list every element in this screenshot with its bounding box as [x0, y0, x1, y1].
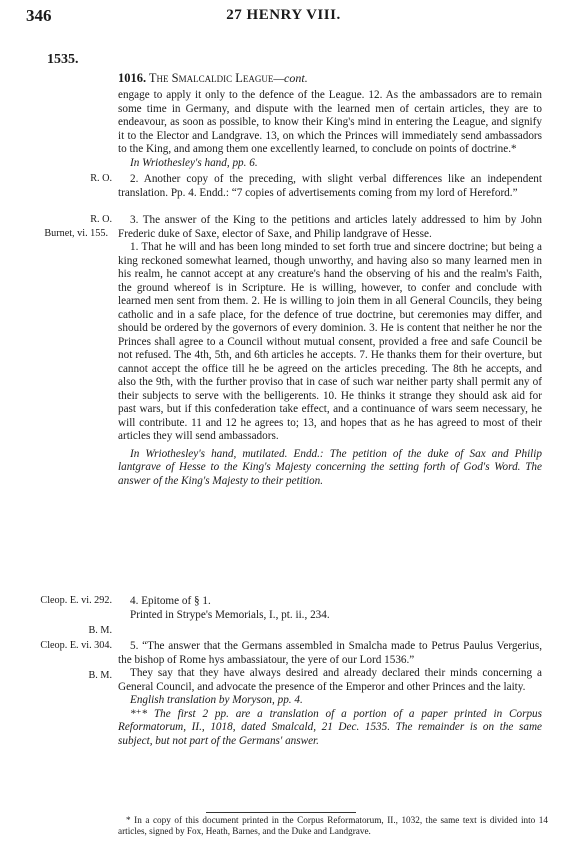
- margin-ref-5b: B. M.: [88, 670, 112, 681]
- item-4: [118, 595, 542, 622]
- item-3-note: In Wriothesley's hand, mutilated. Endd.: The petition of the duke of Sax and Philip lantgrave of Hesse to the King's Majesty concerning the setting forth of God's Word. The answer of the King's Majesty to their petition.: [118, 447, 542, 487]
- entry-title: The Smalcaldic League: [148, 71, 274, 85]
- item-2: [118, 173, 542, 200]
- margin-ref-4b: B. M.: [88, 625, 112, 636]
- year-label: 1535.: [47, 52, 79, 67]
- margin-ref-4a: Cleop. E. vi. 292.: [40, 595, 112, 606]
- entry-number: 1016.: [118, 71, 147, 85]
- intro-paragraph: [118, 89, 542, 170]
- item-3-body: 1. That he will and has been long minded to set forth true and sincere doctrine; but being a king reckoned somewhat learned, though unworthy, and having also so many learned men in his realm, he cannot accept at any creature's hand the observing of his and the realm's Faith, the ground whereof is in Scripture. He is willing, however, to confer and conclude with learned men sent from them. 2. He is willing to join them in all General Councils, they being catholic and in a safe place, for the defence of true doctrine, but ceremonies may differ, and should be ordered by the governors of every dominion. 3. He is content that neither he nor the Princes shall agree to a Council without mutual consent, provided a free and safe Council be not refused. The 4th, 5th, and 6th articles he accepts. 7. He thanks them for their overture, but cannot accept the office till he be agreed on the articles preceding. The 8th he accepts, and also the 9th, with the further proviso that in case of such war neither party shall permit any of their subjects to serve with the belligerents. 10. He thinks it strange they should ask aid for past wars, but if this confederation take effect, and a continuance of wars seem necessary, he will contribute. 11 and 12 he agrees to; 13, and hopes that as he has agreed to most of their articles they will send ambassadors.: [118, 241, 542, 442]
- running-head: 27 HENRY VIII.: [226, 7, 341, 23]
- margin-ref-3b: Burnet, vi. 155.: [44, 228, 108, 239]
- margin-ref-2: R. O.: [90, 173, 112, 184]
- intro-text: engage to apply it only to the defence of the League. 12. As the ambassadors are to remain some time in Germany, and dispute with the learned men of certain articles, they are to endeavour, as soon as possible, to know their King's mind in entering the League, and signify it to the Elector and Landgrave. 13, on which the Princes will immediately send ambassadors to the King, and among them one excellently learned, to conclude on points of doctrine.*: [118, 89, 542, 155]
- item-3: [118, 214, 542, 488]
- item-4-text: 4. Epitome of § 1.: [130, 595, 211, 607]
- margin-ref-3a: R. O.: [90, 214, 112, 225]
- intro-note: In Wriothesley's hand, pp. 6.: [130, 156, 258, 169]
- entry-heading: [118, 72, 542, 87]
- item-2-text: 2. Another copy of the preceding, with slight verbal differences like an independent translation. Pp. 4. Endd.: “7 copies of advertisements coming from my lord of Hereford.”: [118, 173, 542, 199]
- page-number: 346: [26, 6, 52, 25]
- item-4-print: Printed in Strype's Memorials, I., pt. ii., 234.: [130, 608, 330, 621]
- footnote-rule: [206, 812, 356, 813]
- item-3-text: 3. The answer of the King to the petitions and articles lately addressed to him by John Frederic duke of Saxe, elector of Saxe, and Philip landgrave of Hesse.: [118, 214, 542, 240]
- item-5: [118, 640, 542, 748]
- margin-ref-5a: Cleop. E. vi. 304.: [40, 640, 112, 651]
- item-5-editorial: *⁺* The first 2 pp. are a translation of a portion of a paper printed in Corpus Reformatorum, II., 1018, dated Smalcald, 21 Dec. 1535. The remainder is on the same subject, but not part of the Germans' answer.: [118, 707, 542, 747]
- item-5-note: English translation by Moryson, pp. 4.: [130, 694, 303, 706]
- item-5-text: 5. “The answer that the Germans assembled in Smalcha made to Petrus Paulus Vergerius, the bishop of Rome hys ambassiatour, the yere of our Lord 1536.”: [118, 640, 542, 666]
- footnote: * In a copy of this document printed in the Corpus Reformatorum, II., 1032, the same text is divided into 14 articles, signed by Fox, Heath, Barnes, and the Duke and Landgrave.: [118, 815, 548, 836]
- entry-title-suffix: —cont.: [273, 71, 308, 85]
- item-5-summary: They say that they have always desired and already declared their minds concerning a General Council, and advocate the presence of the Emperor and other Princes and the laity.: [118, 667, 542, 693]
